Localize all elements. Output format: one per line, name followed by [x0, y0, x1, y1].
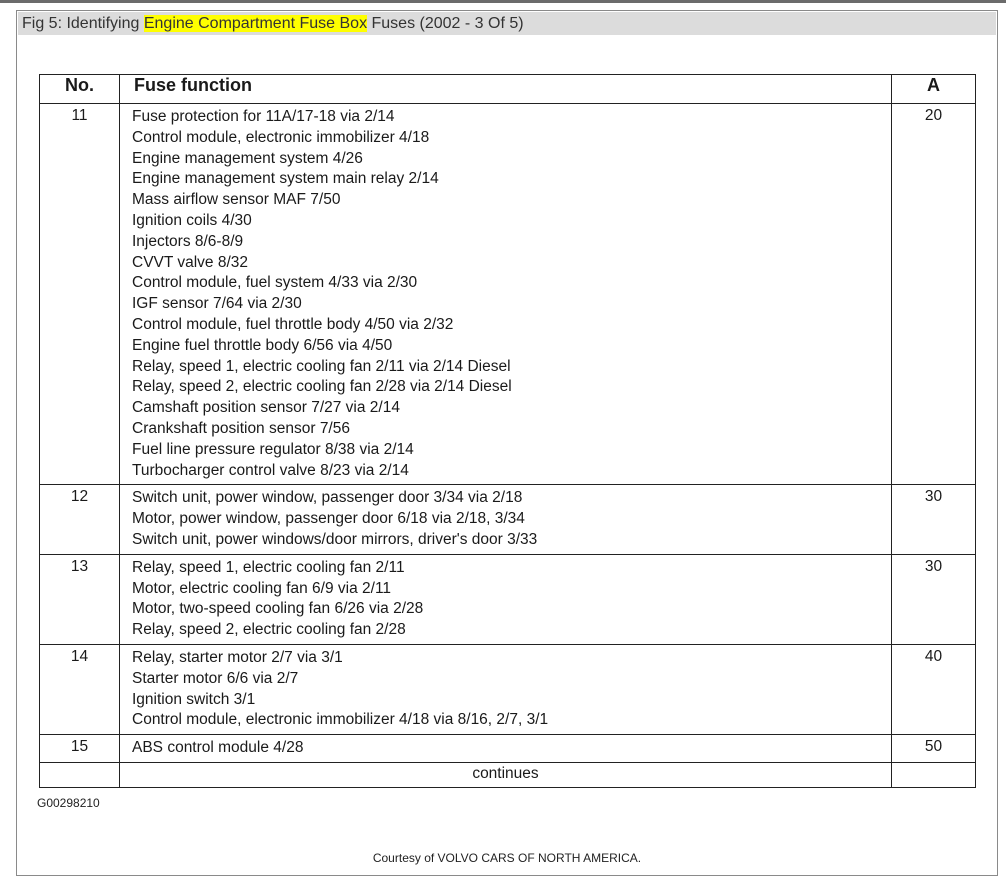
continues-empty-no: [40, 762, 120, 787]
fuse-function-item: IGF sensor 7/64 via 2/30: [132, 295, 302, 313]
fuse-function-item: Control module, fuel system 4/33 via 2/30: [132, 274, 418, 292]
fuse-function-item: Turbocharger control valve 8/23 via 2/14: [132, 461, 409, 479]
fuse-functions: [120, 735, 892, 763]
fuse-function-item: Engine management system main relay 2/14: [132, 170, 439, 188]
fuse-number: 12: [40, 485, 120, 554]
table-row: [40, 554, 976, 644]
fuse-number: 11: [40, 104, 120, 485]
fuse-function-item: Crankshaft position sensor 7/56: [132, 419, 350, 437]
fuse-number: 13: [40, 554, 120, 644]
fuse-function-item: Control module, fuel throttle body 4/50 via 2/32: [132, 315, 454, 333]
fuse-function-item: Ignition switch 3/1: [132, 690, 256, 708]
fuse-function-item: Relay, speed 2, electric cooling fan 2/28: [132, 621, 406, 639]
fuse-function-item: Motor, power window, passenger door 6/18 via 2/18, 3/34: [132, 510, 525, 528]
fuse-function-item: Relay, starter motor 2/7 via 3/1: [132, 648, 343, 666]
caption-suffix: Fuses (2002 - 3 Of 5): [367, 15, 524, 32]
fuse-function-item: CVVT valve 8/32: [132, 253, 249, 271]
fuse-function-item: Mass airflow sensor MAF 7/50: [132, 191, 341, 209]
figure-frame: [16, 10, 998, 876]
header-fuse-function: Fuse function: [120, 75, 892, 104]
table-row: [40, 104, 976, 485]
figure-caption: [18, 12, 996, 35]
continues-row: [40, 762, 976, 787]
fuse-function-item: Switch unit, power window, passenger door 3/34 via 2/18: [132, 489, 523, 507]
fuse-function-item: Fuse protection for 11A/17-18 via 2/14: [132, 108, 395, 125]
fuse-amperage: 30: [892, 485, 976, 554]
fuse-number: 14: [40, 644, 120, 734]
fuse-function-item: Motor, two-speed cooling fan 6/26 via 2/28: [132, 600, 424, 618]
table-row: [40, 485, 976, 554]
caption-prefix: Fig 5: Identifying: [22, 15, 144, 32]
header-no: No.: [40, 75, 120, 104]
fuse-function-item: Relay, speed 1, electric cooling fan 2/11 via 2/14 Diesel: [132, 357, 511, 375]
table-header-row: [40, 75, 976, 104]
table-row: [40, 735, 976, 763]
header-amperage: A: [892, 75, 976, 104]
fuse-functions: [120, 554, 892, 644]
fuse-function-item: Ignition coils 4/30: [132, 211, 252, 229]
fuse-functions: [120, 644, 892, 734]
fuse-functions: [120, 104, 892, 485]
fuse-function-item: Injectors 8/6-8/9: [132, 232, 244, 250]
fuse-function-item: ABS control module 4/28: [132, 739, 304, 757]
fuse-number: 15: [40, 735, 120, 763]
continues-empty-amp: [892, 762, 976, 787]
fuse-amperage: 40: [892, 644, 976, 734]
fuse-function-item: Relay, speed 2, electric cooling fan 2/28 via 2/14 Diesel: [132, 378, 512, 396]
fuse-function-item: Switch unit, power windows/door mirrors, driver's door 3/33: [132, 530, 538, 548]
table-row: [40, 644, 976, 734]
fuse-functions: [120, 485, 892, 554]
fuse-function-item: Camshaft position sensor 7/27 via 2/14: [132, 399, 400, 417]
fuse-function-item: Fuel line pressure regulator 8/38 via 2/14: [132, 440, 414, 458]
fuse-amperage: 50: [892, 735, 976, 763]
courtesy-note: Courtesy of VOLVO CARS OF NORTH AMERICA.: [372, 851, 642, 865]
fuse-amperage: 30: [892, 554, 976, 644]
fuse-function-item: Engine fuel throttle body 6/56 via 4/50: [132, 336, 393, 354]
caption-highlight: Engine Compartment Fuse Box: [143, 15, 368, 32]
fuse-function-item: Motor, electric cooling fan 6/9 via 2/11: [132, 579, 392, 597]
fuse-table: [39, 74, 976, 788]
continues-label: continues: [120, 762, 892, 787]
figure-id: G00298210: [37, 796, 100, 810]
fuse-function-item: Relay, speed 1, electric cooling fan 2/11: [132, 558, 405, 576]
fuse-function-item: Control module, electronic immobilizer 4/18 via 8/16, 2/7, 3/1: [132, 711, 549, 729]
fuse-table-body: [40, 104, 976, 788]
fuse-amperage: 20: [892, 104, 976, 485]
fuse-function-item: Starter motor 6/6 via 2/7: [132, 669, 299, 687]
fuse-function-item: Control module, electronic immobilizer 4/18: [132, 128, 430, 146]
fuse-function-item: Engine management system 4/26: [132, 149, 363, 167]
top-divider: [0, 0, 1006, 3]
